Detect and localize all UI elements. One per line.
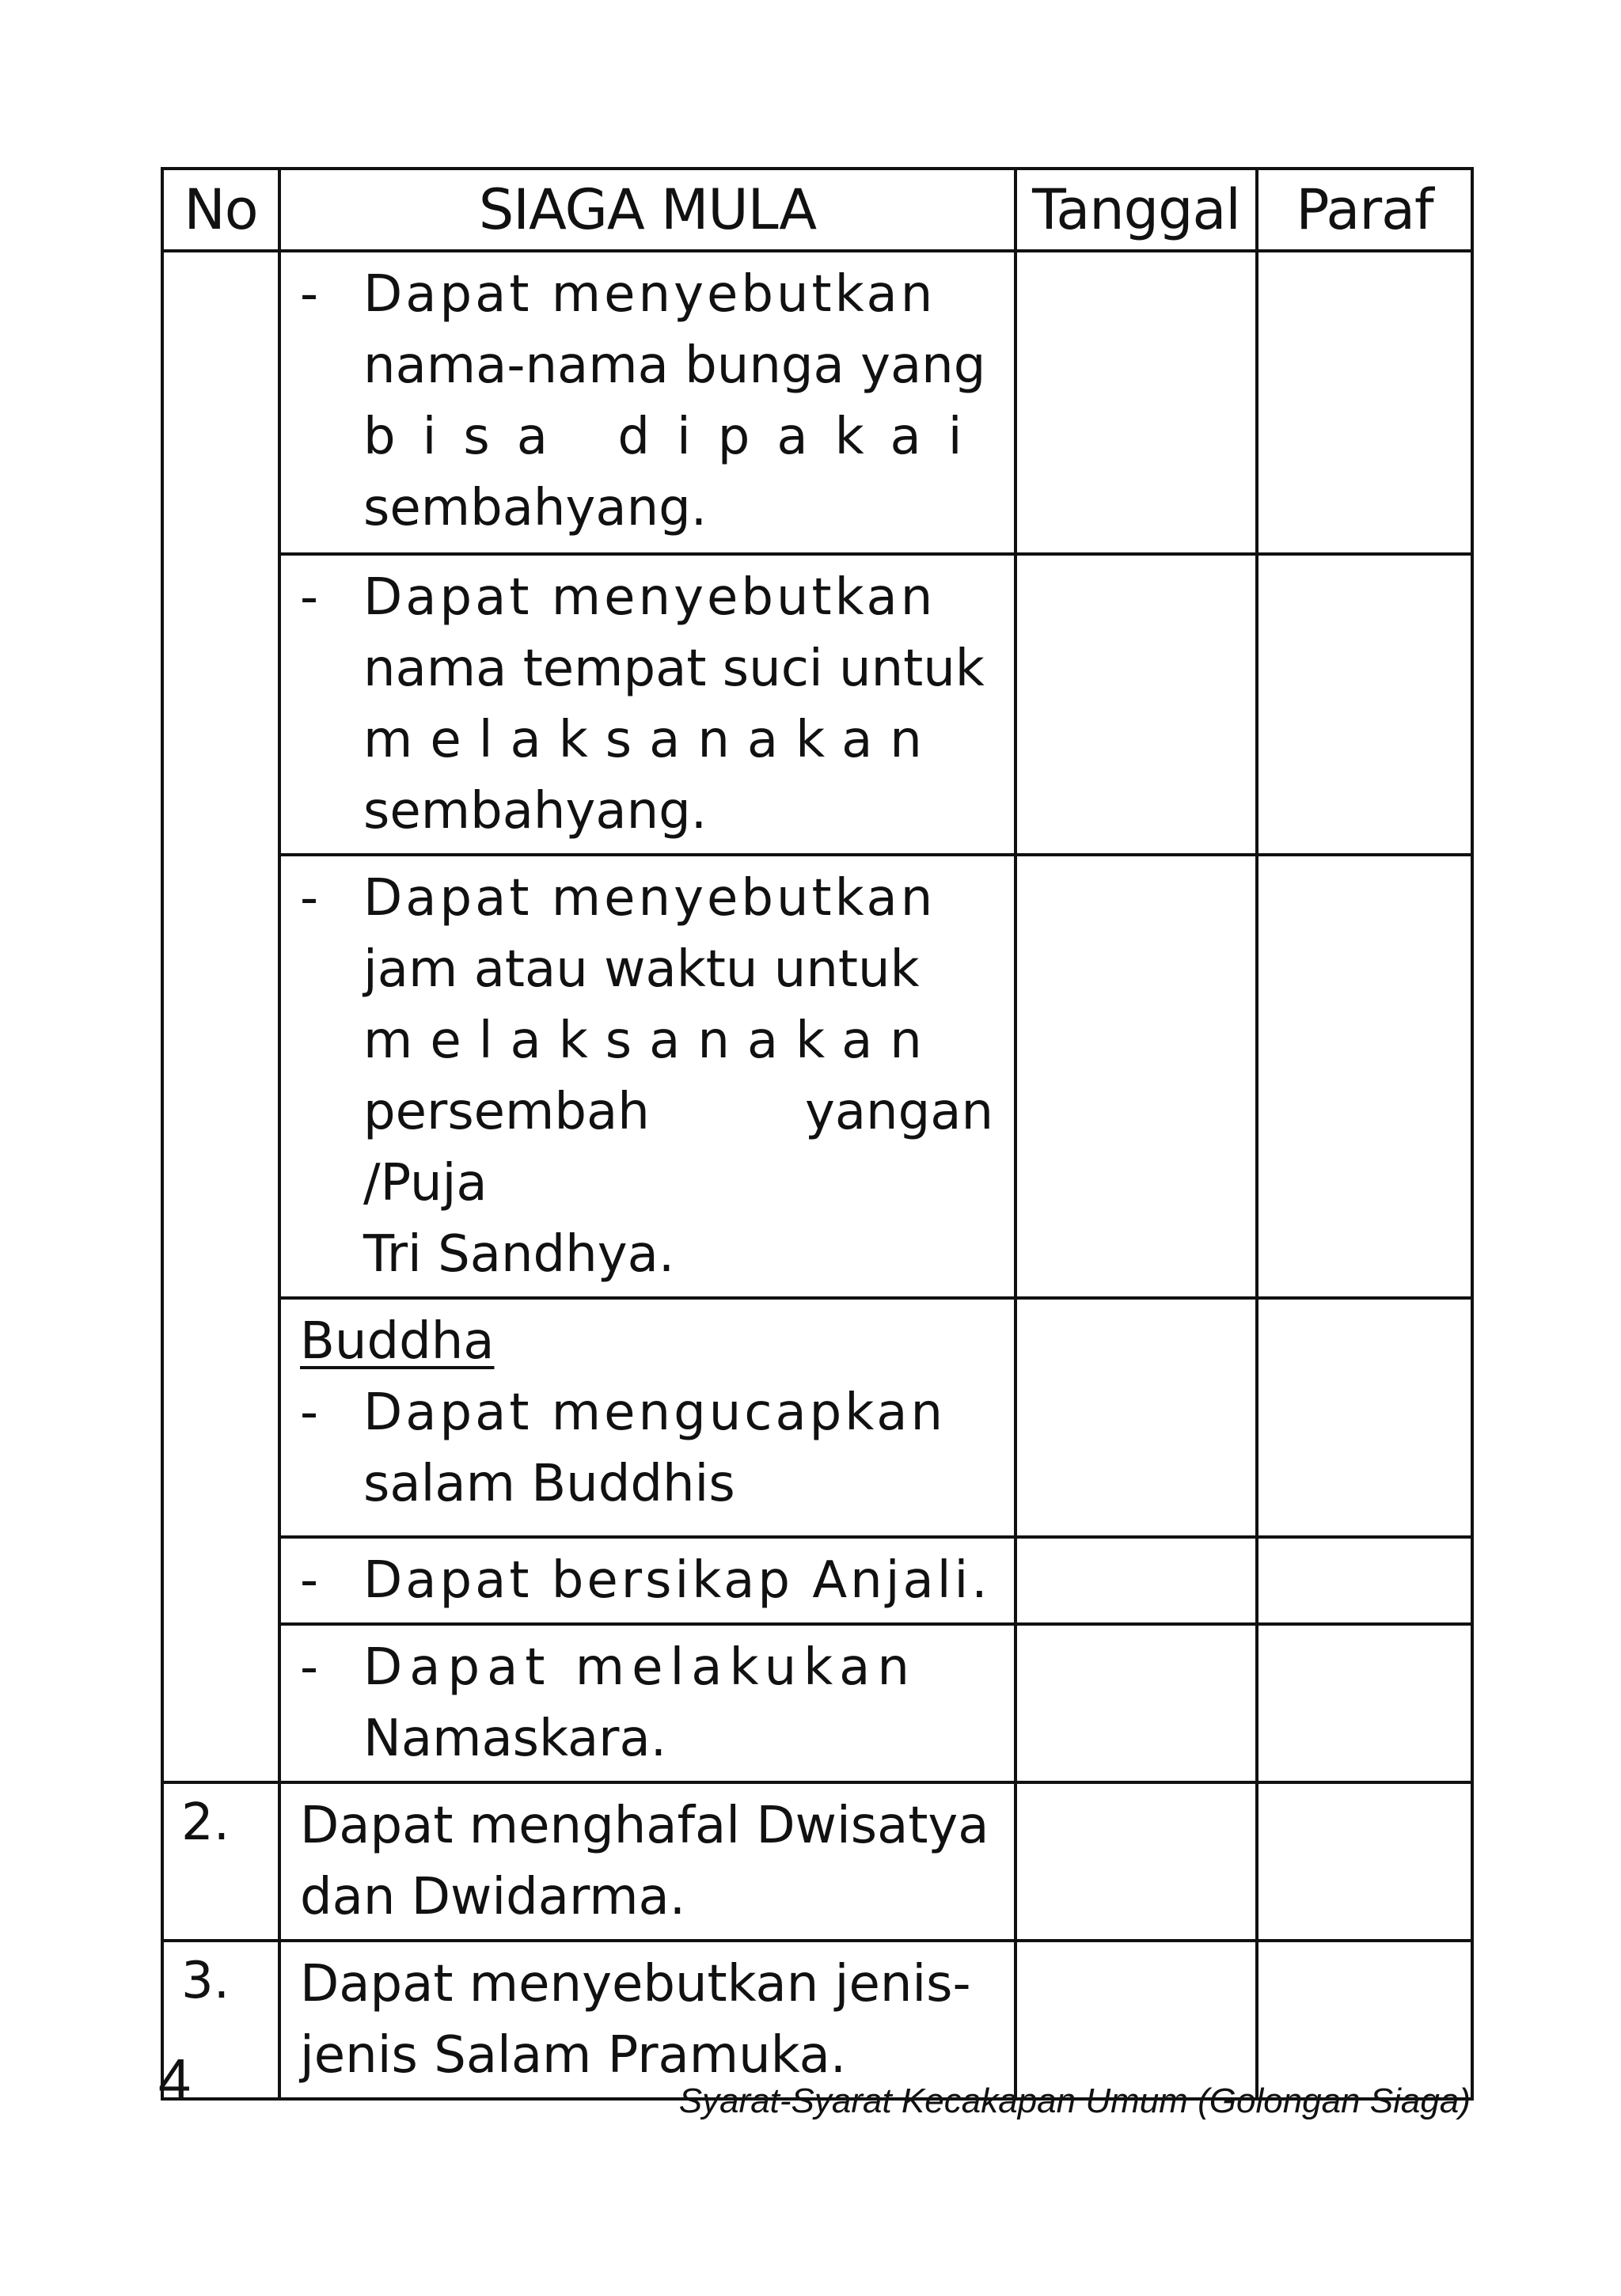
requirement-line: melaksanakan	[363, 1011, 940, 1070]
book-title: Syarat-Syarat Kecakapan Umum (Golongan Siaga)	[678, 2082, 1471, 2120]
requirement-line: salam Buddhis	[363, 1455, 735, 1513]
table-header-row	[162, 169, 1472, 251]
requirement-line: jenis Salam Pramuka.	[300, 2026, 847, 2085]
requirement-line: Dapat menyebutkan jenis-	[300, 1955, 971, 2013]
table-row	[162, 1941, 1472, 2099]
requirement-line: Dapat menyebutkan	[363, 568, 936, 627]
requirement-line: Dapat bersikap Anjali.	[363, 1551, 991, 1610]
requirement-line: Dapat melakukan	[363, 1638, 917, 1697]
row-number-cell	[162, 1782, 279, 1941]
list-dash: -	[300, 869, 319, 928]
requirement-line: Dapat mengucapkan	[363, 1383, 946, 1442]
list-dash: -	[300, 1551, 319, 1610]
tanggal-cell[interactable]	[1015, 855, 1257, 1298]
requirement-cell	[279, 1941, 1015, 2099]
header-paraf: Paraf	[1257, 169, 1472, 251]
paraf-cell[interactable]	[1257, 1782, 1472, 1941]
requirement-cell	[279, 1624, 1015, 1782]
list-dash: -	[300, 1383, 319, 1442]
paraf-cell[interactable]	[1257, 855, 1472, 1298]
table-row	[162, 1537, 1472, 1624]
header-siaga-mula: SIAGA MULA	[279, 169, 1015, 251]
paraf-cell[interactable]	[1257, 1941, 1472, 2099]
requirement-line: bisa dipakai	[363, 408, 989, 466]
tanggal-cell[interactable]	[1015, 1782, 1257, 1941]
tanggal-cell[interactable]	[1015, 1624, 1257, 1782]
requirement-cell	[279, 1298, 1015, 1537]
requirement-cell	[279, 1782, 1015, 1941]
requirement-line: nama-nama bunga yang	[363, 336, 986, 395]
requirement-line: nama tempat suci untuk	[363, 639, 985, 698]
row-number: 2.	[181, 1793, 230, 1852]
requirement-line: jam atau waktu untuk	[363, 940, 920, 999]
siaga-mula-table	[161, 167, 1474, 2101]
table-row	[162, 1782, 1472, 1941]
paraf-cell[interactable]	[1257, 251, 1472, 554]
requirement-line: Namaskara.	[363, 1710, 667, 1768]
requirement-line: persembah yangan /Puja	[363, 1083, 993, 1213]
tanggal-cell[interactable]	[1015, 1941, 1257, 2099]
paraf-cell[interactable]	[1257, 554, 1472, 855]
tanggal-cell[interactable]	[1015, 1298, 1257, 1537]
table-row	[162, 251, 1472, 554]
requirement-cell	[279, 251, 1015, 554]
tanggal-cell[interactable]	[1015, 251, 1257, 554]
requirement-line: Dapat menyebutkan	[363, 265, 936, 324]
table-row	[162, 1624, 1472, 1782]
list-dash: -	[300, 265, 319, 324]
header-no: No	[162, 169, 279, 251]
paraf-cell[interactable]	[1257, 1624, 1472, 1782]
requirement-line: Dapat menyebutkan	[363, 869, 936, 928]
page-number: 4	[158, 2047, 192, 2112]
list-dash: -	[300, 1638, 319, 1697]
table-row	[162, 554, 1472, 855]
requirement-line: sembahyang.	[363, 479, 708, 537]
paraf-cell[interactable]	[1257, 1298, 1472, 1537]
paraf-cell[interactable]	[1257, 1537, 1472, 1624]
requirement-line: sembahyang.	[363, 782, 708, 841]
requirement-cell	[279, 1537, 1015, 1624]
section-heading-buddha: Buddha	[300, 1312, 495, 1371]
requirement-cell	[279, 554, 1015, 855]
requirement-line: melaksanakan	[363, 711, 940, 769]
list-dash: -	[300, 568, 319, 627]
row-number: 3.	[181, 1952, 230, 2010]
tanggal-cell[interactable]	[1015, 554, 1257, 855]
table-row	[162, 855, 1472, 1298]
requirement-line: Tri Sandhya.	[363, 1225, 675, 1284]
requirement-cell	[279, 855, 1015, 1298]
row-number-cell	[162, 251, 279, 1782]
tanggal-cell[interactable]	[1015, 1537, 1257, 1624]
requirement-line: Dapat menghafal Dwisatya	[300, 1797, 989, 1855]
requirement-line: dan Dwidarma.	[300, 1868, 686, 1926]
header-tanggal: Tanggal	[1015, 169, 1257, 251]
table-row	[162, 1298, 1472, 1537]
